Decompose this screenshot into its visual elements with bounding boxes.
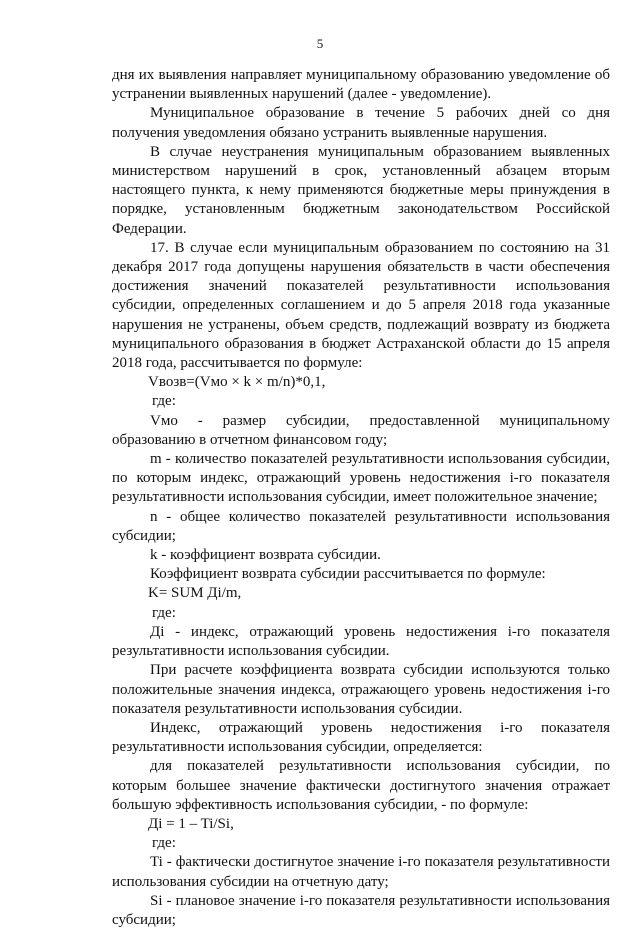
page-number: 5 bbox=[316, 36, 324, 51]
definition-n: n - общее количество показателей результативности использования субсидии; bbox=[112, 508, 610, 544]
formula-di: Дi = 1 – Ti/Si, bbox=[148, 815, 234, 832]
definition-m: m - количество показателей результативности использования субсидии, по которым индекс, отражающий уровень недостижения i-го показателя результативности использования субсидии, имеет положительное значение; bbox=[112, 451, 610, 506]
definition-vmo: Vмо - размер субсидии, предоставленной муниципальному образованию в отчетном финансовом году; bbox=[112, 412, 610, 448]
formula-vvozv: Vвозв=(Vмо × k × m/n)*0,1, bbox=[148, 374, 326, 391]
where-label: где: bbox=[152, 604, 176, 621]
where-label: где: bbox=[152, 835, 176, 852]
definition-si: Si - плановое значение i-го показателя результативности использования субсидии; bbox=[112, 892, 610, 928]
definition-ti: Ti - фактически достигнутое значение i-го показателя результативности использования субсидии на отчетную дату; bbox=[112, 854, 610, 890]
paragraph-continuation: дня их выявления направляет муниципальному образованию уведомление об устранении выявленных нарушений (далее - уведомление). bbox=[112, 67, 610, 103]
definition-di: Дi - индекс, отражающий уровень недостижения i-го показателя результативности использования субсидии. bbox=[112, 623, 610, 660]
paragraph-k-formula-intro: Коэффициент возврата субсидии рассчитывается по формуле: bbox=[150, 566, 546, 583]
document-body bbox=[112, 66, 610, 930]
paragraph-budget-measures: В случае неустранения муниципальным образованием выявленных министерством нарушений в срок, установленный абзацем вторым настоящего пункта, к нему применяются бюджетные меры принуждения в порядке, установленным бюджетным законодательством Российской Федерации. bbox=[112, 143, 610, 237]
paragraph-index-case: для показателей результативности использования субсидии, по которым большее значение фактически достигнутого значения отражает большую эффективность использования субсидии, - по формуле: bbox=[112, 758, 610, 813]
paragraph-index-definition: Индекс, отражающий уровень недостижения i-го показателя результативности использования субсидии, определяется: bbox=[112, 719, 610, 756]
paragraph-notification-deadline: Муниципальное образование в течение 5 рабочих дней со дня получения уведомления обязано устранить выявленные нарушения. bbox=[112, 105, 610, 141]
definition-k: k - коэффициент возврата субсидии. bbox=[150, 547, 381, 564]
paragraph-positive-values: При расчете коэффициента возврата субсидии используются только положительные значения индекса, отражающего уровень недостижения i-го показателя результативности использования субсидии. bbox=[112, 662, 610, 717]
where-label: где: bbox=[152, 393, 176, 410]
paragraph-17: 17. В случае если муниципальным образованием по состоянию на 31 декабря 2017 года допущены нарушения обязательств в части обеспечения достижения значений показателей результативности использования субсидии, определенных соглашением и до 5 апреля 2018 года указанные нарушения не устранены, объем средств, подлежащий возврату из бюджета муниципального образования в бюджет Астраханской области до 15 апреля 2018 года, рассчитывается по формуле: bbox=[112, 239, 610, 372]
formula-k: K= SUM Дi/m, bbox=[148, 585, 242, 602]
